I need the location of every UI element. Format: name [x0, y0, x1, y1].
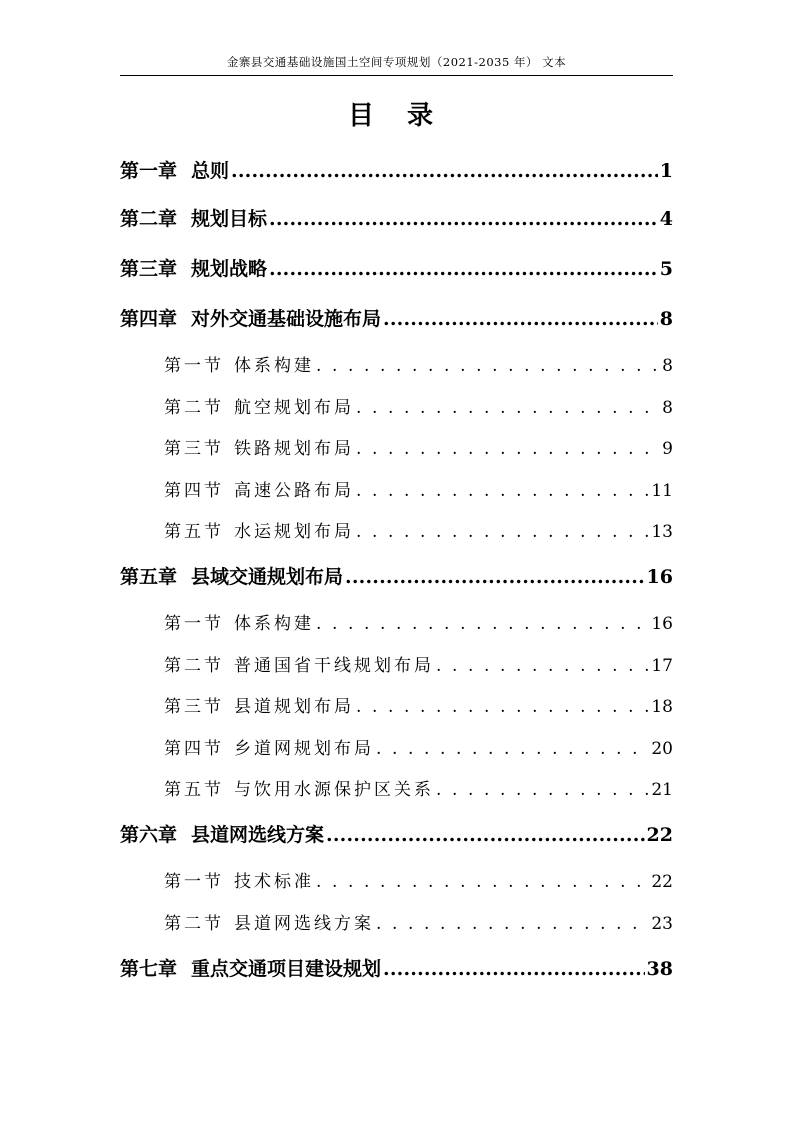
- toc-entry-page: 17: [651, 656, 673, 676]
- toc-section-4-1[interactable]: [164, 351, 673, 379]
- toc-entry-number: 第二章: [120, 208, 178, 230]
- toc-section-6-1[interactable]: [164, 867, 673, 895]
- toc-entry-page: 23: [651, 914, 673, 934]
- toc-entry-number: 第三节: [164, 697, 224, 717]
- toc-leader-dots: [356, 481, 649, 501]
- toc-section-4-3[interactable]: [164, 434, 673, 462]
- toc-section-5-5[interactable]: [164, 775, 673, 803]
- toc-entry-number: 第一节: [164, 356, 224, 376]
- toc-entry-page: 18: [651, 697, 673, 717]
- toc-leader-dots: [316, 614, 649, 634]
- toc-leader-dots: [356, 522, 649, 542]
- toc-leader-dots: [269, 258, 658, 280]
- running-header: [120, 53, 673, 76]
- toc-leader-dots: [316, 872, 649, 892]
- toc-entry-page: 9: [662, 439, 673, 459]
- toc-entry-title: 水运规划布局: [234, 522, 354, 542]
- toc-entry-page: 16: [651, 614, 673, 634]
- toc-entry-number: 第二节: [164, 398, 224, 418]
- toc-leader-dots: [345, 566, 645, 588]
- toc-entry-page: 4: [659, 208, 673, 230]
- toc-entry-number: 第五章: [120, 566, 178, 588]
- toc-entry-page: 20: [651, 739, 673, 759]
- toc-entry-page: 1: [659, 160, 673, 182]
- toc-entry-page: 16: [646, 566, 673, 588]
- toc-leader-dots: [376, 914, 649, 934]
- toc-leader-dots: [356, 439, 660, 459]
- toc-entry-title: 高速公路布局: [234, 481, 354, 501]
- toc-entry-number: 第四节: [164, 481, 224, 501]
- toc-leader-dots: [231, 160, 658, 182]
- toc-leader-dots: [436, 656, 649, 676]
- toc-entry-page: 22: [646, 824, 673, 846]
- toc-section-5-4[interactable]: [164, 734, 673, 762]
- toc-entry-page: 8: [662, 356, 673, 376]
- toc-entry-title: 普通国省干线规划布局: [234, 656, 434, 676]
- toc-entry-number: 第五节: [164, 522, 224, 542]
- toc-entry-page: 22: [651, 872, 673, 892]
- toc-section-6-2[interactable]: [164, 909, 673, 937]
- toc-entry-title: 县域交通规划布局: [191, 566, 344, 588]
- toc-leader-dots: [316, 356, 660, 376]
- toc-section-5-3[interactable]: [164, 692, 673, 720]
- toc-chapter-3[interactable]: [120, 254, 673, 284]
- toc-entry-number: 第七章: [120, 958, 178, 980]
- toc-chapter-4[interactable]: [120, 304, 673, 334]
- toc-leader-dots: [326, 824, 645, 846]
- toc-leader-dots: [436, 780, 649, 800]
- toc-entry-page: 5: [659, 258, 673, 280]
- toc-section-4-2[interactable]: [164, 393, 673, 421]
- toc-entry-page: 11: [651, 481, 673, 501]
- page-title: 目 录: [347, 101, 446, 131]
- running-header-text: 金寨县交通基础设施国土空间专项规划（2021-2035 年） 文本: [226, 55, 567, 69]
- toc-entry-page: 38: [646, 958, 673, 980]
- toc-chapter-1[interactable]: [120, 156, 673, 186]
- toc-entry-number: 第四章: [120, 308, 178, 330]
- toc-entry-page: 8: [662, 398, 673, 418]
- toc-section-4-4[interactable]: [164, 476, 673, 504]
- toc-section-5-2[interactable]: [164, 651, 673, 679]
- toc-entry-title: 重点交通项目建设规划: [191, 958, 382, 980]
- toc-entry-number: 第二节: [164, 914, 224, 934]
- toc-entry-title: 体系构建: [234, 614, 314, 634]
- toc-leader-dots: [356, 697, 649, 717]
- toc-entry-page: 21: [651, 780, 673, 800]
- toc-entry-number: 第五节: [164, 780, 224, 800]
- toc-entry-title: 县道规划布局: [234, 697, 354, 717]
- toc-entry-number: 第二节: [164, 656, 224, 676]
- toc-entry-title: 县道网选线方案: [234, 914, 374, 934]
- toc-entry-number: 第六章: [120, 824, 178, 846]
- toc-entry-title: 体系构建: [234, 356, 314, 376]
- toc-chapter-7[interactable]: [120, 954, 673, 984]
- toc-entry-title: 总则: [191, 160, 230, 182]
- toc-entry-title: 乡道网规划布局: [234, 739, 374, 759]
- toc-entry-title: 县道网选线方案: [191, 824, 325, 846]
- toc-entry-number: 第四节: [164, 739, 224, 759]
- toc-entry-number: 第一章: [120, 160, 178, 182]
- toc-entry-number: 第三节: [164, 439, 224, 459]
- toc-leader-dots: [383, 958, 645, 980]
- toc-leader-dots: [376, 739, 649, 759]
- toc-section-4-5[interactable]: [164, 517, 673, 545]
- toc-entry-number: 第一节: [164, 614, 224, 634]
- toc-section-5-1[interactable]: [164, 609, 673, 637]
- toc-leader-dots: [356, 398, 660, 418]
- toc-entry-title: 技术标准: [234, 872, 314, 892]
- toc-entry-title: 规划目标: [191, 208, 268, 230]
- toc-entry-title: 航空规划布局: [234, 398, 354, 418]
- toc-leader-dots: [269, 208, 658, 230]
- toc-leader-dots: [383, 308, 658, 330]
- toc-entry-page: 8: [659, 308, 673, 330]
- toc-chapter-6[interactable]: [120, 820, 673, 850]
- toc-chapter-2[interactable]: [120, 204, 673, 234]
- toc-entry-number: 第一节: [164, 872, 224, 892]
- toc-entry-title: 与饮用水源保护区关系: [234, 780, 434, 800]
- toc-chapter-5[interactable]: [120, 562, 673, 592]
- toc-entry-title: 铁路规划布局: [234, 439, 354, 459]
- toc-entry-title: 规划战略: [191, 258, 268, 280]
- toc-entry-title: 对外交通基础设施布局: [191, 308, 382, 330]
- toc-entry-page: 13: [651, 522, 673, 542]
- toc-entry-number: 第三章: [120, 258, 178, 280]
